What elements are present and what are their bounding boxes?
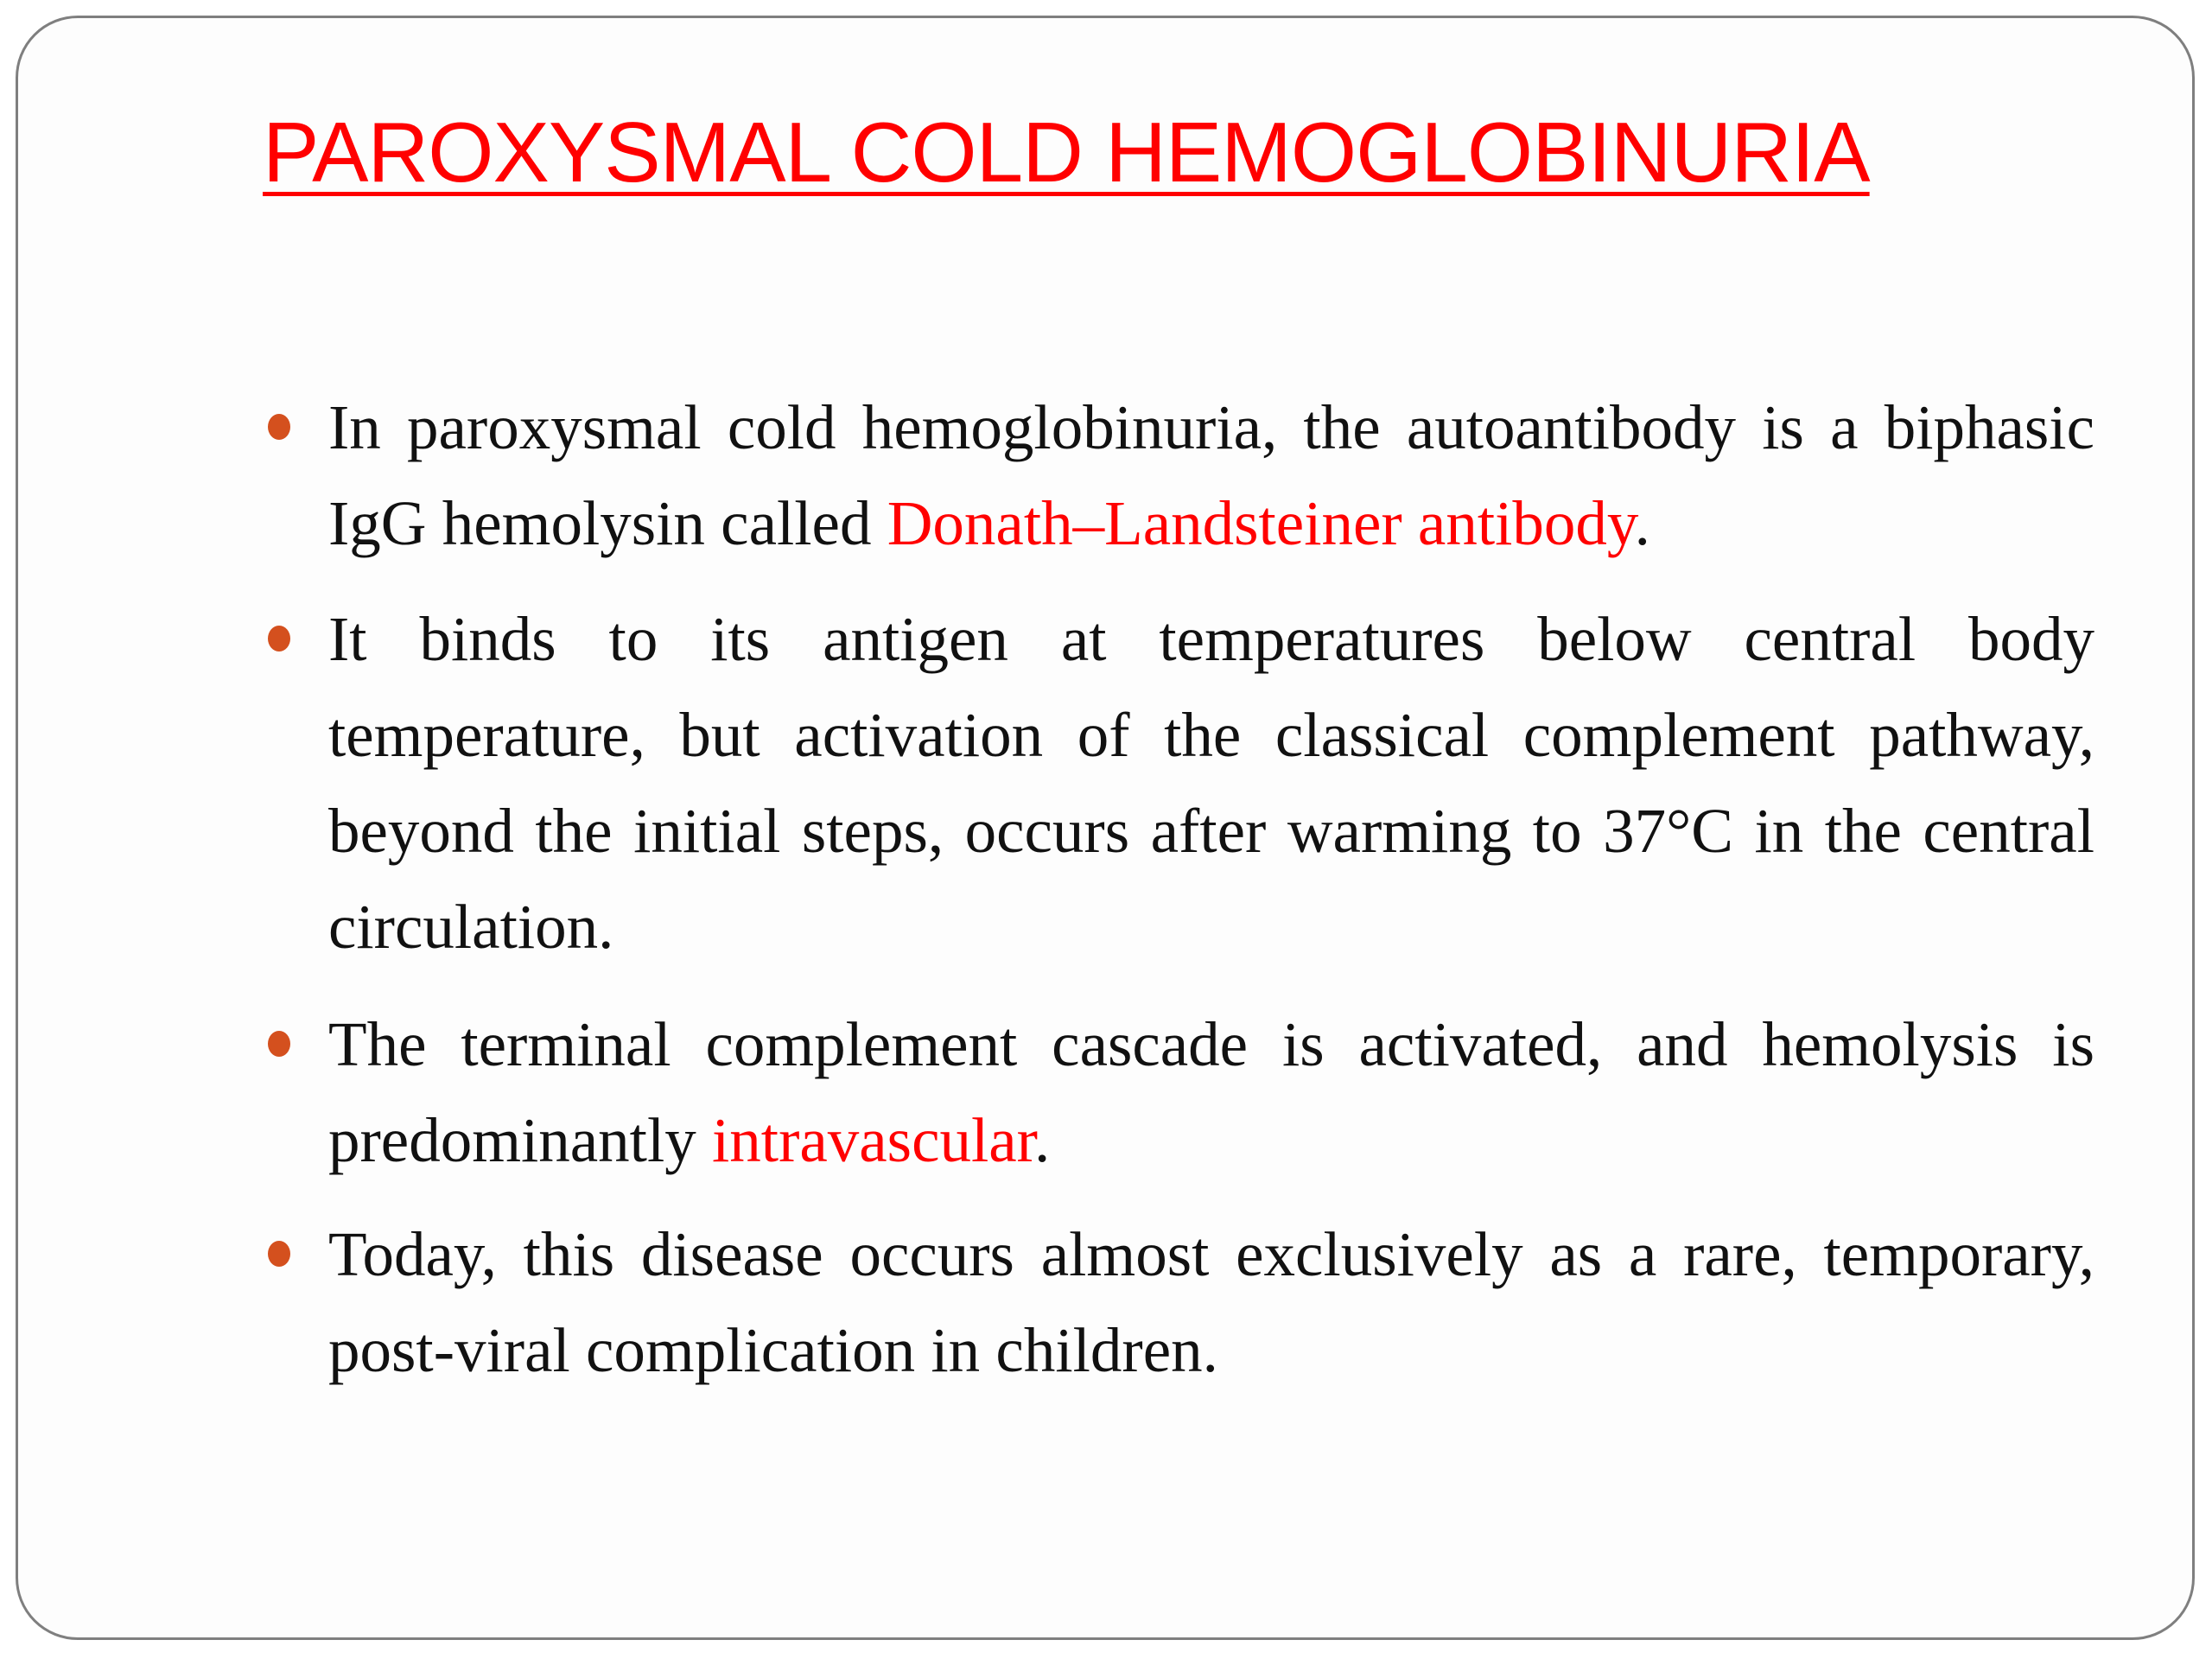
bullet-text-end: . xyxy=(1033,1105,1051,1175)
highlight-term: Donath–Landsteiner antibody xyxy=(887,488,1635,558)
bullet-text: It binds to its antigen at temperatures below central body temperature, but activation of the classical complement pathway, beyond the initial steps, occurs after warming to 37°C in the central circulation. xyxy=(328,604,2094,962)
bullet-item xyxy=(263,379,2094,571)
bullet-dot-icon xyxy=(268,626,290,652)
bullet-item xyxy=(263,996,2094,1188)
bullet-dot-icon xyxy=(268,1031,290,1057)
bullet-text: In paroxysmal cold hemoglobinuria, the autoantibody is a biphasic IgG hemolysin called xyxy=(328,392,2094,558)
bullet-dot-icon xyxy=(268,1241,290,1267)
bullet-item xyxy=(263,1206,2094,1398)
bullet-text: Today, this disease occurs almost exclusively as a rare, temporary, post-viral complication in children. xyxy=(328,1219,2094,1385)
bullet-item xyxy=(263,591,2094,975)
bullet-dot-icon xyxy=(268,414,290,440)
slide xyxy=(16,16,2195,1640)
slide-title: PAROXYSMAL COLD HEMOGLOBINURIA xyxy=(263,105,1870,200)
highlight-term: intravascular xyxy=(712,1105,1034,1175)
bullet-text-end: . xyxy=(1634,488,1650,558)
bullet-text: The terminal complement cascade is activated, and hemolysis is predominantly xyxy=(328,1009,2094,1175)
bullet-list xyxy=(263,379,2094,1418)
